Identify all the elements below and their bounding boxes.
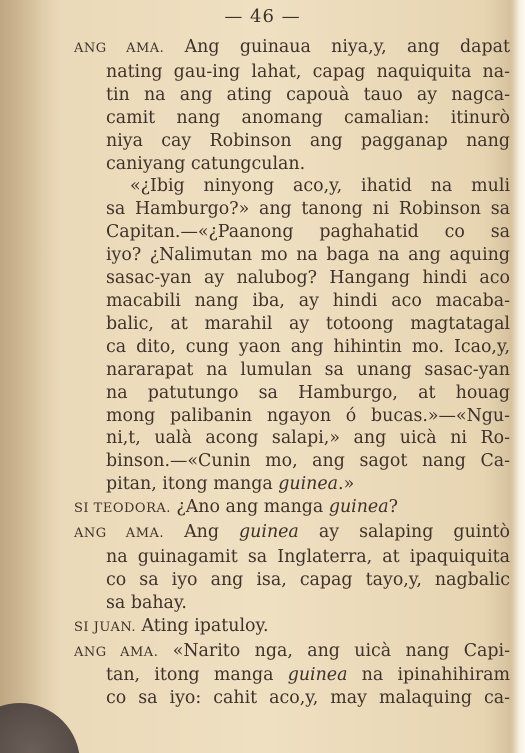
text-line: [86, 153, 510, 176]
page-number: — 46 —: [224, 6, 301, 27]
text-segment: .»: [338, 474, 355, 495]
italic-word: guinea: [328, 497, 389, 518]
text-segment: ca dito, cung yaon ang hihintin mo. Icao,y,: [106, 336, 510, 357]
text-segment: «¿Ibig ninyong aco,y, ihatid na muli: [130, 176, 510, 197]
text-segment: iyo? ¿Nalimutan mo na baga na ang aquing: [106, 245, 510, 266]
text-segment: sa bahay.: [106, 592, 187, 613]
text-line: [86, 427, 510, 450]
text-segment: ay salaping guintò: [298, 522, 510, 543]
speaker-label: ANG AMA.: [74, 41, 165, 56]
page-binding-shadow: [0, 0, 60, 753]
text-line: [86, 473, 510, 496]
text-segment: nararapat na lumulan sa unang sasac-yan: [106, 359, 510, 380]
text-segment: na ipinahihiram: [347, 665, 510, 686]
text-segment: macabili nang iba, ay hindi aco macaba-: [106, 290, 510, 311]
text-line: [86, 221, 510, 244]
text-line: [86, 313, 510, 336]
text-line: [74, 521, 510, 546]
text-segment: co sa iyo: cahit aco,y, may malaquing ca-: [106, 688, 510, 709]
text-line: [86, 244, 510, 267]
speaker-label: ANG AMA.: [74, 644, 159, 660]
body-text: [74, 36, 510, 710]
text-segment: sasac-yan ay nalubog? Hangang hindi aco: [106, 268, 510, 289]
text-line: [74, 615, 510, 640]
text-segment: nating gau-ing lahat, capag naquiquita na-: [106, 61, 510, 82]
text-line: [86, 687, 510, 710]
text-line: [86, 592, 510, 615]
text-segment: co sa iyo ang isa, capag tayo,y, nagbalic: [106, 569, 510, 590]
speaker-label: SI JUAN.: [74, 619, 137, 635]
thumb-shadow: [0, 703, 80, 753]
text-segment: pitan, itong manga: [106, 474, 279, 495]
text-segment: ni,t, ualà acong salapi,» ang uicà ni Ro-: [106, 428, 510, 449]
text-segment: ¿Ano ang manga: [170, 497, 329, 518]
text-segment: Capitan.—«¿Paanong paghahatid co sa: [106, 222, 510, 243]
text-segment: Ating ipatuloy.: [136, 615, 269, 636]
text-segment: Ang guinaua niya,y, ang dapat: [164, 37, 510, 57]
italic-word: guinea: [239, 522, 299, 543]
text-line: [86, 267, 510, 290]
text-line: [86, 450, 510, 473]
text-line: [86, 107, 510, 130]
text-segment: camit nang anomang camalian: itinurò: [106, 107, 510, 128]
text-line: [74, 36, 510, 61]
text-line: [86, 382, 510, 405]
text-segment: Ang: [164, 522, 240, 543]
text-line: [86, 546, 510, 569]
text-line: [86, 175, 510, 198]
text-segment: na guinagamit sa Inglaterra, at ipaquiquita: [106, 546, 510, 567]
text-segment: binson.—«Cunin mo, ang sagot nang Ca-: [106, 451, 510, 472]
text-line: [86, 130, 510, 153]
italic-word: guinea: [287, 665, 348, 686]
text-segment: caniyang catungculan.: [106, 153, 306, 174]
text-line: [86, 336, 510, 359]
text-segment: tan, itong manga: [106, 665, 288, 686]
text-segment: mong palibanin ngayon ó bucas.»—«Ngu-: [106, 405, 510, 426]
text-segment: balic, at marahil ay totoong magtatagal: [106, 313, 510, 334]
text-line: [86, 664, 510, 687]
text-segment: sa Hamburgo?» ang tanong ni Robinson sa: [106, 199, 510, 220]
speaker-label: ANG AMA.: [74, 526, 165, 542]
italic-word: guinea: [278, 474, 339, 495]
speaker-label: SI TEODORA.: [74, 501, 171, 517]
text-segment: niya cay Robinson ang pagganap nang: [106, 130, 510, 151]
text-segment: na patutungo sa Hamburgo, at houag: [106, 382, 510, 403]
text-segment: tin na ang ating capouà tauo ay nagca-: [106, 84, 510, 105]
text-line: [86, 569, 510, 592]
text-line: [74, 640, 510, 665]
text-line: [86, 84, 510, 107]
page-edge: [511, 0, 525, 753]
text-line: [86, 405, 510, 428]
text-line: [86, 61, 510, 84]
text-segment: ?: [388, 497, 398, 518]
text-line: [86, 198, 510, 221]
text-segment: «Narito nga, ang uicà nang Capi-: [158, 640, 510, 661]
text-line: [86, 290, 510, 313]
text-line: [86, 359, 510, 382]
text-line: [74, 496, 510, 521]
